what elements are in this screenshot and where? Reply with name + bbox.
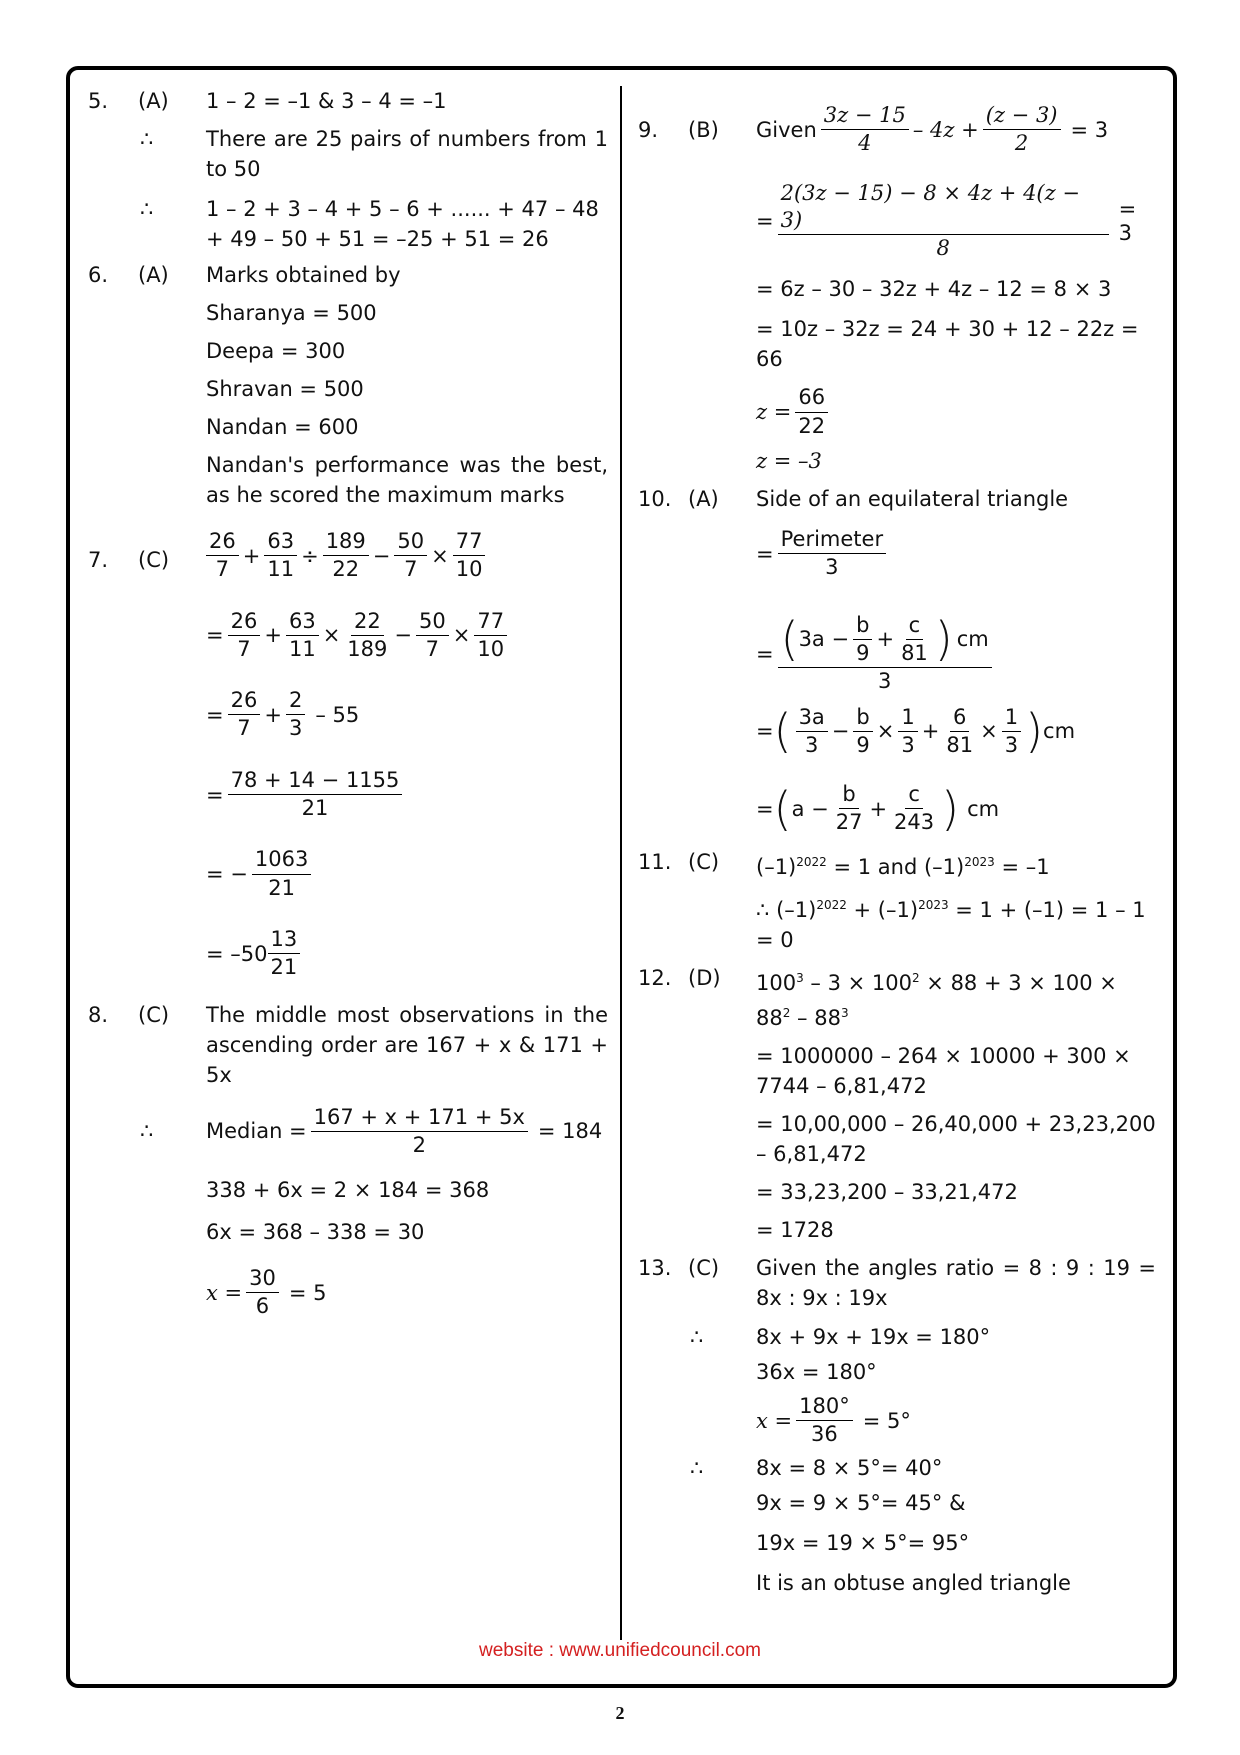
answer-8: [88, 1000, 608, 1104]
solution-line: = ( a − $\frac{b}{27}$ + $\frac{c}{243}$ ) cm: [756, 781, 1000, 836]
answer-option: (C): [688, 849, 720, 874]
answer-12: [638, 963, 1156, 1253]
column-divider: [620, 86, 622, 1640]
solution-line: 19x = 19 × 5°= 95°: [756, 1531, 970, 1556]
solution-line: 9x = 9 × 5°= 45° &: [756, 1491, 966, 1516]
solution-line: z = –3: [756, 449, 822, 474]
question-number: 9.: [638, 117, 659, 142]
solution-line: = $\frac{\text{Perimeter}}{3}$: [756, 526, 1156, 582]
therefore-row: ∴ Median = $\frac{167 + x + 171 + 5x}{2}$ = 184: [88, 1104, 608, 1160]
solution-line: = $\frac{2(3z - 15) - 8 \times 4z + 4(z - 3)}{8}$ = 3: [756, 180, 1137, 261]
solution-line: Marks obtained by: [206, 263, 401, 287]
left-column: [88, 86, 608, 1331]
question-number: 7.: [88, 548, 109, 572]
solution-line: 1 – 2 + 3 – 4 + 5 – 6 + ...... + 47 – 48 + 49 – 50 + 51 = –25 + 51 = 26: [206, 197, 599, 251]
therefore-row: [638, 1325, 1156, 1349]
solution-line: ∴ $(-1)^{2022} + (-1)^{2023} = 1 + (-1) = 1 - 1 = 0$: [756, 897, 1146, 952]
solution-line: Side of an equilateral triangle: [756, 487, 1069, 512]
therefore-symbol: ∴: [690, 1456, 704, 1481]
question-number: 11.: [638, 849, 672, 874]
answer-option: (C): [138, 548, 170, 572]
solution-line: 8x = 8 × 5°= 40°: [756, 1456, 943, 1481]
answer-option: (A): [138, 263, 169, 287]
answer-option: (A): [688, 487, 719, 512]
given-label: Given: [756, 117, 817, 142]
solution-line: Shravan = 500: [206, 377, 364, 401]
solution-line: z = $\frac{66}{22}$: [756, 384, 1156, 440]
solution-line: = ( $\frac{3a}{3}$ − $\frac{b}{9}$ × $\frac{1}{3}$ + $\frac{6}{81}$ × $\frac{1}{3}$ ) cm: [756, 704, 1076, 759]
solution-line: There are 25 pairs of numbers from 1 to 50: [206, 127, 608, 181]
question-number: 8.: [88, 1002, 109, 1027]
answer-option: (A): [138, 89, 169, 113]
answer-13: [638, 1253, 1156, 1325]
solution-line: Given the angles ratio = 8 : 9 : 19 = 8x : 9x : 19x: [756, 1255, 1156, 1310]
answer-option: (D): [688, 965, 721, 990]
question-number: 5.: [88, 89, 109, 113]
therefore-row: [88, 124, 608, 184]
therefore-symbol: ∴: [690, 1324, 704, 1349]
solution-line: x = $\frac{180^\circ}{36}$ = 5°: [756, 1393, 911, 1447]
solution-line: = 10z – 32z = 24 + 30 + 12 – 22z = 66: [756, 317, 1139, 372]
solution-line: It is an obtuse angled triangle: [756, 1571, 1071, 1596]
answer-7: [88, 528, 608, 1000]
solution-line: 8x + 9x + 19x = 180°: [756, 1324, 991, 1349]
answer-9: 9. (B) Given $\frac{3z - 15}{4}$ – 4z + $\frac{(z - 3)}{2}$ = 3: [638, 103, 1109, 156]
answer-6: [88, 260, 608, 528]
solution-line: = 10,00,000 – 26,40,000 + 23,23,200 – 6,81,472: [756, 1111, 1156, 1166]
solution-line: = 6z – 30 – 32z + 4z – 12 = 8 × 3: [756, 277, 1112, 302]
therefore-row: [88, 194, 608, 254]
answer-11: [638, 847, 1156, 963]
right-column: [638, 86, 1156, 1598]
solution-line: 36x = 180°: [756, 1359, 877, 1384]
solution-line: 6x = 368 – 338 = 30: [206, 1220, 425, 1245]
solution-line: Nandan's performance was the best, as he scored the maximum marks: [206, 453, 608, 507]
solution-line: = 1728: [756, 1217, 834, 1242]
therefore-symbol: ∴: [140, 1119, 154, 1144]
solution-line: $(-1)^{2022} = 1$ and $(-1)^{2023} = -1$: [756, 854, 1050, 879]
solution-steps: $\frac{26}{7}$ + $\frac{63}{11}$ ÷ $\frac{189}{22}$ − $\frac{50}{7}$ × $\frac{77}{10}$ = $\frac{26}{7}$ + $\frac{63}{11}$ × $\frac{22}{189}$ − $\frac{50}{7}$ × $\frac{77}{10}$ = $\frac{26}{7}$ + $\frac{2}{3}$ – 55 = $\frac{78 + 14 - 1155}{21}$ = − $\frac{1063}{21}$ = –50 $\frac{13}{21}$: [206, 528, 608, 1000]
question-number: 12.: [638, 965, 672, 990]
question-number: 6.: [88, 263, 109, 287]
therefore-symbol: ∴: [140, 197, 154, 221]
solution-line: The middle most observations in the ascending order are 167 + x & 171 + 5x: [206, 1002, 608, 1087]
solution-line: $100^3 - 3 \times 100^2 \times 88 + 3 \times 100 \times 88^2 - 88^3$: [756, 970, 1117, 1030]
solution-line: = ( 3a − $\frac{b}{9}$ + $\frac{c}{81}$ ) cm 3: [756, 612, 1156, 696]
median-label: Median =: [206, 1119, 307, 1144]
solution-line: Deepa = 300: [206, 339, 346, 363]
question-number: 13.: [638, 1255, 672, 1280]
answer-option: (C): [138, 1002, 170, 1027]
page-number: 2: [615, 1703, 625, 1723]
answer-10: [638, 484, 1156, 526]
solution-line: x = $\frac{30}{6}$ = 5: [206, 1266, 327, 1319]
solution-line: Sharanya = 500: [206, 301, 377, 325]
answer-option: (B): [688, 117, 719, 142]
solution-line: 1 – 2 = –1 & 3 – 4 = –1: [206, 89, 447, 113]
question-number: 10.: [638, 487, 672, 512]
solution-line: 338 + 6x = 2 × 184 = 368: [206, 1178, 490, 1203]
website-footer[interactable]: website : www.unifiedcouncil.com: [479, 1640, 761, 1661]
solution-line: = 1000000 – 264 × 10000 + 300 × 7744 – 6,81,472: [756, 1043, 1131, 1098]
therefore-symbol: ∴: [140, 127, 154, 151]
answer-option: (C): [688, 1255, 720, 1280]
answer-5: [88, 86, 608, 124]
therefore-row: [638, 1456, 1156, 1480]
solution-line: Nandan = 600: [206, 415, 359, 439]
solution-line: = 33,23,200 – 33,21,472: [756, 1179, 1018, 1204]
